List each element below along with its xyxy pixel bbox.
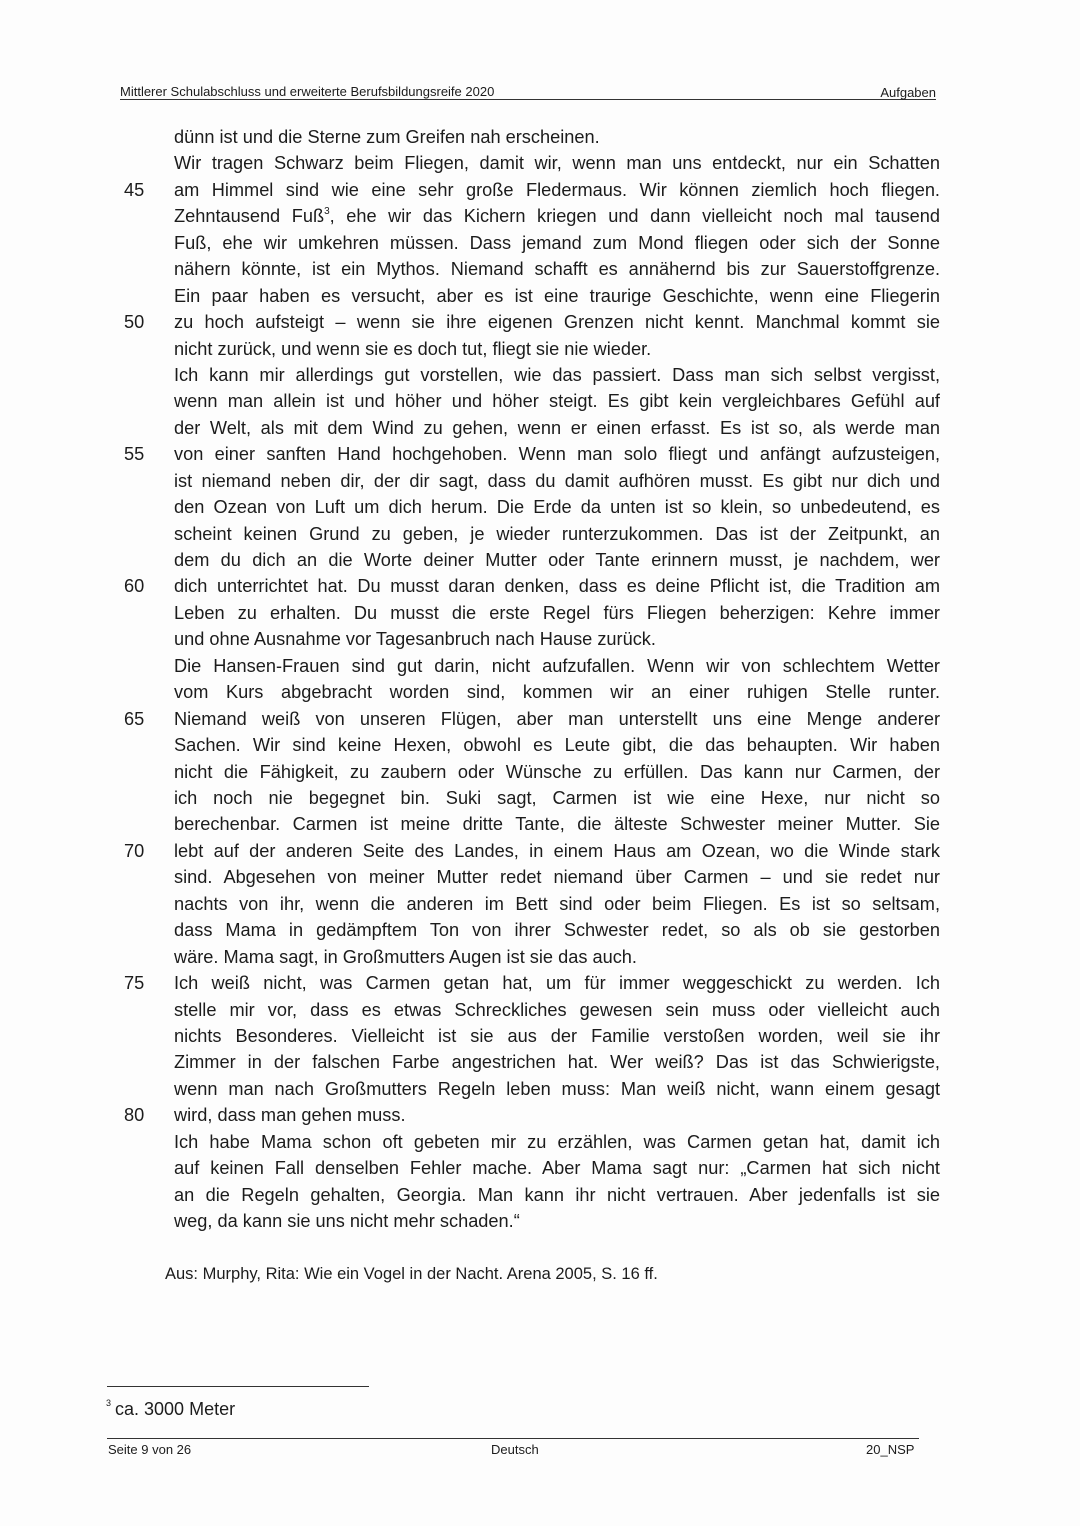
line-number: 80	[124, 1105, 145, 1125]
text-line: der Welt, als mit dem Wind zu gehen, wenn er einen erfasst. Es ist so, als werde man	[174, 418, 940, 438]
text-segment: Zehntausend Fuß	[174, 206, 325, 226]
text-line: wird, dass man gehen muss.	[174, 1105, 406, 1125]
line-number: 60	[124, 576, 145, 596]
text-line: Wir tragen Schwarz beim Fliegen, damit wir, wenn man uns entdeckt, nur ein Schatten	[174, 153, 940, 173]
text-line: und ohne Ausnahme vor Tagesanbruch nach Hause zurück.	[174, 629, 656, 649]
text-line: berechenbar. Carmen ist meine dritte Tante, die älteste Schwester meiner Mutter. Sie	[174, 814, 940, 834]
text-segment: , ehe wir das Kichern kriegen und dann vielleicht noch mal tausend	[329, 206, 940, 226]
line-number: 75	[124, 973, 145, 993]
text-line: nicht zurück, und wenn sie es doch tut, fliegt sie nie wieder.	[174, 339, 652, 359]
text-line: scheint keinen Grund zu geben, je wieder runterzukommen. Das ist der Zeitpunkt, an	[174, 524, 940, 544]
text-line: an die Regeln gehalten, Georgia. Man kann ihr nicht vertrauen. Aber jedenfalls ist sie	[174, 1185, 940, 1205]
footnote-divider	[107, 1386, 369, 1387]
text-line: wenn man allein ist und höher und höher steigt. Es gibt kein vergleichbares Gefühl auf	[174, 391, 940, 411]
page-header	[120, 82, 936, 100]
text-line: weg, da kann sie uns nicht mehr schaden.“	[174, 1211, 520, 1231]
text-line: stelle mir vor, dass es etwas Schreckliches gewesen sein muss oder vielleicht auch	[174, 1000, 940, 1020]
text-line: zu hoch aufsteigt – wenn sie ihre eigenen Grenzen nicht kennt. Manchmal kommt sie	[174, 312, 940, 332]
text-line: nähern könnte, ist ein Mythos. Niemand schafft es annähernd bis zur Sauerstoffgrenze.	[174, 259, 940, 279]
text-line: auf keinen Fall denselben Fehler mache. Aber Mama sagt nur: „Carmen hat sich nicht	[174, 1158, 940, 1178]
line-number: 65	[124, 709, 145, 729]
footnote-mark: 3	[106, 1398, 112, 1408]
text-line: Ein paar haben es versucht, aber es ist eine traurige Geschichte, wenn eine Fliegerin	[174, 286, 940, 306]
text-line: Niemand weiß von unseren Flügen, aber man unterstellt uns eine Menge anderer	[174, 709, 940, 729]
line-number: 45	[124, 180, 145, 200]
text-line: Zimmer in der falschen Farbe angestrichen hat. Wer weiß? Das ist das Schwierigste,	[174, 1052, 940, 1072]
text-line: lebt auf der anderen Seite des Landes, in einem Haus am Ozean, wo die Winde stark	[174, 841, 940, 861]
text-line: nichts Besonderes. Vielleicht ist sie aus der Familie verstoßen worden, weil sie ihr	[174, 1026, 940, 1046]
text-line: Ich habe Mama schon oft gebeten mir zu erzählen, was Carmen getan hat, damit ich	[174, 1132, 940, 1152]
line-number: 70	[124, 841, 145, 861]
text-line: vom Kurs abgebracht worden sind, kommen wir an einer ruhigen Stelle runter.	[174, 682, 940, 702]
text-line: Ich weiß nicht, was Carmen getan hat, um für immer weggeschickt zu werden. Ich	[174, 973, 940, 993]
text-line: dünn ist und die Sterne zum Greifen nah erscheinen.	[174, 127, 600, 147]
text-line: am Himmel sind wie eine sehr große Fledermaus. Wir können ziemlich hoch fliegen.	[174, 180, 940, 200]
text-line: von einer sanften Hand hochgehoben. Wenn man solo fliegt und anfängt aufzusteigen,	[174, 444, 940, 464]
text-line: nicht die Fähigkeit, zu zaubern oder Wünsche zu erfüllen. Das kann nur Carmen, der	[174, 762, 940, 782]
line-number: 55	[124, 444, 145, 464]
text-line: dass Mama in gedämpftem Ton von ihrer Schwester redet, so als ob sie gestorben	[174, 920, 940, 940]
text-line: wenn man nach Großmutters Regeln leben muss: Man weiß nicht, wann einem gesagt	[174, 1079, 940, 1099]
header-section: Aufgaben	[880, 85, 936, 100]
footer-page-number: Seite 9 von 26	[108, 1442, 192, 1457]
source-citation: Aus: Murphy, Rita: Wie ein Vogel in der Nacht. Arena 2005, S. 16 ff.	[165, 1265, 658, 1283]
line-number: 50	[124, 312, 145, 332]
header-title: Mittlerer Schulabschluss und erweiterte Berufsbildungsreife 2020	[120, 84, 495, 99]
text-line: ist niemand neben dir, der dir sagt, dass du damit aufhören musst. Es gibt nur dich und	[174, 471, 940, 491]
footnote-text: ca. 3000 Meter	[115, 1399, 236, 1419]
text-line: wäre. Mama sagt, in Großmutters Augen ist sie das auch.	[174, 947, 637, 967]
text-line: dem du dich an die Worte deiner Mutter oder Tante erinnern musst, je nachdem, wer	[174, 550, 940, 570]
text-line: dich unterrichtet hat. Du musst daran denken, dass es deine Pflicht ist, die Tradition am	[174, 576, 940, 596]
text-line: Fuß, ehe wir umkehren müssen. Dass jemand zum Mond fliegen oder sich der Sonne	[174, 233, 940, 253]
text-line: den Ozean von Luft um dich herum. Die Erde da unten ist so klein, so unbedeutend, es	[174, 497, 940, 517]
footer-code: 20_NSP	[866, 1442, 915, 1457]
text-line: Ich kann mir allerdings gut vorstellen, wie das passiert. Dass man sich selbst vergisst,	[174, 365, 940, 385]
text-line: Leben zu erhalten. Du musst die erste Regel fürs Fliegen beherzigen: Kehre immer	[174, 603, 940, 623]
footer-subject: Deutsch	[491, 1442, 539, 1457]
text-line	[174, 205, 940, 227]
text-line: ich noch nie begegnet bin. Suki sagt, Carmen ist wie eine Hexe, nur nicht so	[174, 788, 940, 808]
text-line: nachts von ihr, wenn die anderen im Bett sind oder beim Fliegen. Es ist so seltsam,	[174, 894, 940, 914]
text-line: Sachen. Wir sind keine Hexen, obwohl es Leute gibt, die das behaupten. Wir haben	[174, 735, 940, 755]
text-line: Die Hansen-Frauen sind gut darin, nicht aufzufallen. Wenn wir von schlechtem Wetter	[174, 656, 940, 676]
text-line: sind. Abgesehen von meiner Mutter redet niemand über Carmen – und sie redet nur	[174, 867, 940, 887]
footnote-reference: 3	[324, 206, 330, 217]
footer-divider	[107, 1438, 919, 1439]
footnote	[106, 1399, 235, 1420]
